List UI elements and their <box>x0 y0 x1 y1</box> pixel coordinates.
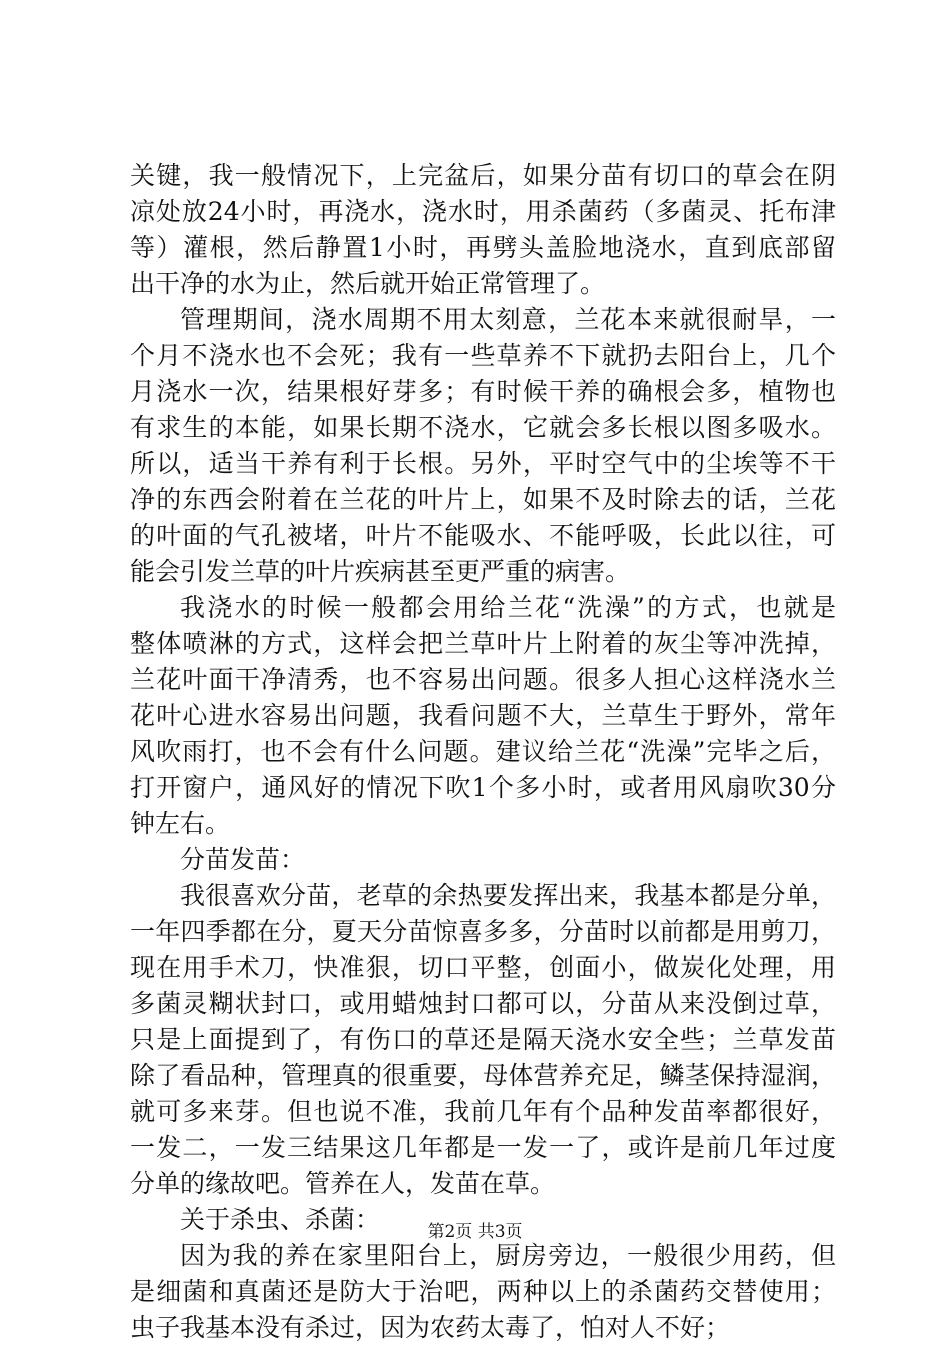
text-line: 是细菌和真菌还是防大于治吧，两种以上的杀菌药交替使用； <box>130 1277 836 1306</box>
text-line: 一发二，一发三结果这几年都是一发一了，或许是前几年过度 <box>130 1133 836 1162</box>
paragraph-start-line: 因为我的养在家里阳台上，厨房旁边，一般很少用药，但 <box>180 1241 836 1270</box>
page-number-footer: 第2页 共3页 <box>427 1222 523 1242</box>
text-line: 虫子我基本没有杀过，因为农药太毒了，怕对人不好； <box>130 1313 731 1342</box>
text-line: 有求生的本能，如果长期不浇水，它就会多长根以图多吸水。 <box>130 413 836 442</box>
text-line: 分单的缘故吧。管养在人，发苗在草。 <box>130 1169 556 1198</box>
text-line: 只是上面提到了，有伤口的草还是隔天浇水安全些；兰草发苗 <box>130 1025 836 1054</box>
text-line: 风吹雨打，也不会有什么问题。建议给兰花“洗澡”完毕之后， <box>130 737 836 766</box>
text-line: 多菌灵糊状封口，或用蜡烛封口都可以，分苗从来没倒过草， <box>130 989 836 1018</box>
text-line: 个月不浇水也不会死；我有一些草养不下就扔去阳台上，几个 <box>130 341 836 370</box>
text-line: 所以，适当干养有利于长根。另外，平时空气中的尘埃等不干 <box>130 449 836 478</box>
text-line: 花叶心进水容易出问题，我看问题不大，兰草生于野外，常年 <box>130 701 836 730</box>
section-heading: 关于杀虫、杀菌： <box>180 1205 381 1234</box>
text-line: 关键，我一般情况下，上完盆后，如果分苗有切口的草会在阴 <box>130 161 836 190</box>
text-line: 就可多来芽。但也说不准，我前几年有个品种发苗率都很好， <box>130 1097 836 1126</box>
text-line: 现在用手术刀，快准狠，切口平整，创面小，做炭化处理，用 <box>130 953 836 982</box>
text-line: 月浇水一次，结果根好芽多；有时候干养的确根会多，植物也 <box>130 377 836 406</box>
paragraph-start-line: 我浇水的时候一般都会用给兰花“洗澡”的方式，也就是 <box>180 593 836 622</box>
text-line: 凉处放24小时，再浇水，浇水时，用杀菌药（多菌灵、托布津 <box>130 197 836 226</box>
text-line: 除了看品种，管理真的很重要，母体营养充足，鳞茎保持湿润， <box>130 1061 836 1090</box>
paragraph-start-line: 我很喜欢分苗，老草的余热要发挥出来，我基本都是分单， <box>180 881 836 910</box>
text-line: 净的东西会附着在兰花的叶片上，如果不及时除去的话，兰花 <box>130 485 836 514</box>
text-line: 一年四季都在分，夏天分苗惊喜多多，分苗时以前都是用剪刀， <box>130 917 836 946</box>
text-line: 能会引发兰草的叶片疾病甚至更严重的病害。 <box>130 557 631 586</box>
text-line: 的叶面的气孔被堵，叶片不能吸水、不能呼吸，长此以往，可 <box>130 521 836 550</box>
paragraph-start-line: 管理期间，浇水周期不用太刻意，兰花本来就很耐旱，一 <box>180 305 836 334</box>
text-line: 打开窗户，通风好的情况下吹1个多小时，或者用风扇吹30分 <box>130 773 836 802</box>
body-text <box>130 158 836 1346</box>
text-line: 等）灌根，然后静置1小时，再劈头盖脸地浇水，直到底部留 <box>130 233 836 262</box>
text-line: 钟左右。 <box>130 809 231 838</box>
section-heading: 分苗发苗： <box>180 845 306 874</box>
text-line: 出干净的水为止，然后就开始正常管理了。 <box>130 269 606 298</box>
text-line: 兰花叶面干净清秀，也不容易出问题。很多人担心这样浇水兰 <box>130 665 836 694</box>
text-line: 整体喷淋的方式，这样会把兰草叶片上附着的灰尘等冲洗掉， <box>130 629 836 658</box>
